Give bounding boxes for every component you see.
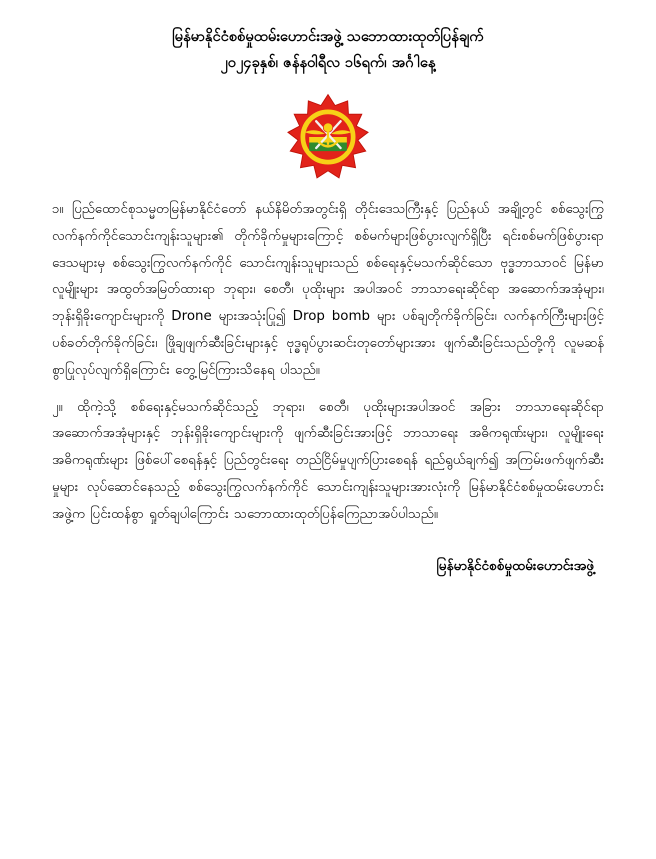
paragraph-2-text: ထိုကဲ့သို့ စစ်ရေးနှင့်မသက်ဆိုင်သည့် ဘုရား၊ စေတီ၊ ပုထိုးများအပါအဝင် အခြား ဘာသာရေးဆိုင်ရာ အဆောက်အအုံများနှင့် ဘုန်းရှိခိုးကျောင်းများကို ဖျက်ဆီးခြင်းအားဖြင့် ဘာသာရေး အဓိကရုဏ်းများ၊ လူမျိုးရေး အဓိကရုဏ်းများ ဖြစ်ပေါ်စေရန်နှင့် ပြည်တွင်းရေး တည်ငြိမ်မှုပျက်ပြားစေရန် ရည်ရွယ်ချက်၍ အကြမ်းဖက်ဖျက်ဆီးမှုများ လုပ်ဆောင်နေသည့် စစ်သွေးကြွလက်နက်ကိုင် သောင်းကျန်းသူများအားလုံးကို မြန်မာနိုင်ငံစစ်မှုထမ်းဟောင်းအဖွဲ့က ပြင်းထန်စွာ ရှုတ်ချပါကြောင်း သဘောထားထုတ်ပြန်ကြေညာအပ်ပါသည်။ <box>52 399 604 522</box>
page-title: မြန်မာနိုင်ငံစစ်မှုထမ်းဟောင်းအဖွဲ့ သဘောထားထုတ်ပြန်ချက် <box>172 29 484 45</box>
myanmar-veterans-association-emblem-icon <box>280 93 376 181</box>
document-body <box>52 197 604 529</box>
document-signature: မြန်မာနိုင်ငံစစ်မှုထမ်းဟောင်းအဖွဲ့ <box>436 557 594 574</box>
page-subtitle: ၂၀၂၄ခုနှစ်၊ ဇန်နဝါရီလ ၁၆ရက်၊ အင်္ဂါနေ့ <box>220 55 436 72</box>
emblem-container <box>52 93 604 181</box>
paragraph-1-number: ၁။ <box>52 201 64 217</box>
document-header <box>52 26 604 75</box>
paragraph-2 <box>52 395 604 529</box>
paragraph-1 <box>52 197 604 385</box>
paragraph-1-text: ပြည်ထောင်စုသမ္မတမြန်မာနိုင်ငံတော် နယ်နိမိတ်အတွင်းရှိ တိုင်းဒေသကြီးနှင့် ပြည်နယ် အချို့တွင် စစ်သွေးကြွလက်နက်ကိုင်သောင်းကျန်းသူများ၏ တိုက်ခိုက်မှုများကြောင့် စစ်မက်များဖြစ်ပွားလျက်ရှိပြီး ရင်းစစ်မက်ဖြစ်ပွားရာ ဒေသများမှ စစ်သွေးကြွလက်နက်ကိုင် သောင်းကျန်းသူများသည် စစ်ရေးနှင့်မသက်ဆိုင်သော ဗုဒ္ဓဘာသာဝင် မြန်မာလူမျိုးများ အထွတ်အမြတ်ထားရာ ဘုရား၊ စေတီ၊ ပုထိုးများ အပါအဝင် ဘာသာရေးဆိုင်ရာ အဆောက်အအုံများ၊ ဘုန်းရှိခိုးကျောင်းများကို Drone များအသုံးပြု၍ Drop bomb များ ပစ်ချတိုက်ခိုက်ခြင်း၊ လက်နက်ကြီးများဖြင့် ပစ်ခတ်တိုက်ခိုက်ခြင်း၊ ဖြိုချဖျက်ဆီးခြင်းများနှင့် ဗုဒ္ဓရုပ်ပွားဆင်းတုတော်များအား ဖျက်ဆီးခြင်းသည်တို့ကို လူမဆန်စွာပြုလုပ်လျက်ရှိကြောင်း တွေ့မြင်ကြားသိနေရ ပါသည်။ <box>52 201 604 378</box>
paragraph-2-number: ၂။ <box>52 399 63 415</box>
